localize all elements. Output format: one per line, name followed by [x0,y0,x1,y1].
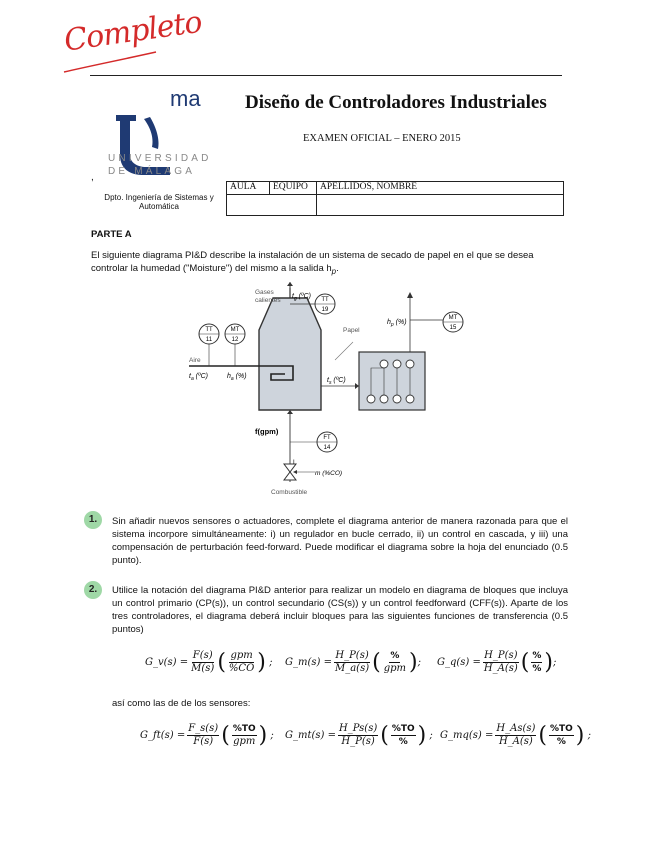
svg-text:I: I [293,460,295,466]
field-aula: AULA [227,182,270,195]
question-1-number: 1. [84,511,102,529]
aire-label: Aire [189,357,201,364]
ts-label: $t_s$ (ºC) [327,377,346,386]
svg-text:TT: TT [321,297,329,303]
ta-label: $t_a$ (ºC) [189,373,208,382]
intro-paragraph: El siguiente diagrama PI&D describe la instalación de un sistema de secado de papel en el que se desea controlar la humedad ("Moisture") del mismo a la salida $h_p$. [91,250,534,276]
university-name-line2: DE MÁLAGA [108,166,196,177]
stray-mark: , [91,172,94,183]
papel-label: Papel [343,327,360,334]
equation-gq: G_q(s) = $\frac{H\_P(s)}{H\_A(s)}$ ( $\frac{\%}{\%}$ ) ; [437,649,557,675]
university-logo [110,84,220,204]
svg-text:FT: FT [323,435,331,441]
combustible-label: Combustible [271,489,308,496]
department: Dpto. Ingeniería de Sistemas y Automática [104,193,214,211]
pid-diagram [175,282,495,500]
tg-label: $t_g$ (ºC) [292,293,311,302]
equation-gmt: G_mt(s) = $\frac{H\_Ps(s)}{H\_P(s)}$ ( $\frac{\%TO}{\%}$ ) ; [285,722,433,748]
input-aula-equipo[interactable] [227,195,317,216]
hp-label: $h_p$ (%) [387,319,407,328]
dryer-vessel [259,298,321,410]
svg-text:11: 11 [205,337,213,343]
university-name-line1: UNIVERSIDAD [108,153,212,164]
m-label: m (%CO) [315,470,343,477]
logo-text: ma [170,86,201,111]
svg-text:MT: MT [230,327,240,333]
section-title: PARTE A [91,229,132,240]
gases-label-line1: Gases [255,289,274,296]
input-apellidos-nombre[interactable] [317,195,564,216]
question-2-text: Utilice la notación del diagrama PI&D anterior para realizar un modelo en diagrama de bloques que incluya un control primario (CP(s)), un control secundario (CS(s)) y un control feedforward (CFF(s)). Aparte de los tres controladores, el diagrama deberá incluir bloques para las siguientes funciones de transferencia (0.5 puntos) [112,585,568,635]
question-2-number: 2. [84,581,102,599]
equation-gmq: G_mq(s) = $\frac{H\_As(s)}{H\_A(s)}$ ( $\frac{\%TO}{\%}$ ) ; [440,722,591,748]
gases-label-line2: calientes [255,297,281,304]
equation-gft: G_ft(s) = $\frac{F\_s(s)}{F(s)}$ ( $\frac{\%TO}{\text{gpm}}$ ) ; [140,722,274,748]
svg-text:15: 15 [449,325,457,331]
student-info-table [226,181,564,216]
exam-label: EXAMEN OFICIAL – ENERO 2015 [303,133,461,144]
sensors-intro: así como las de de los sensores: [112,698,251,709]
ha-label: $h_a$ (%) [227,373,247,382]
field-equipo: EQUIPO [270,182,317,195]
course-title: Diseño de Controladores Industriales [245,92,547,113]
handwritten-underline [60,48,160,78]
f-label: f(gpm) [255,427,279,436]
handwritten-annotation: Completo [62,4,204,59]
question-1-text: Sin añadir nuevos sensores o actuadores, complete el diagrama anterior de manera razonada para que el sistema incorpore simultáneamente: i) un regulador en bucle cerrado, ii) un control en cascada, y iii) una compensación de perturbación feed-forward. Puede modificar el diagrama sobre la hoja del enunciado (0.5 punto). [112,516,568,566]
svg-text:TT: TT [205,327,213,333]
header-rule [90,75,562,76]
field-apellidos-nombre: APELLIDOS, NOMBRE [317,182,564,195]
svg-text:14: 14 [323,445,331,451]
svg-text:MT: MT [448,315,458,321]
svg-text:19: 19 [321,307,329,313]
svg-text:12: 12 [231,337,239,343]
equation-gv: G_v(s) = $\frac{F(s)}{M(s)}$ ( $\frac{\text{gpm}}{\%CO}$ ) ; [145,649,273,675]
equation-gm: G_m(s) = $\frac{H\_P(s)}{M\_a(s)}$ ( $\frac{\%}{\text{gpm}}$ ) ; [285,649,421,675]
